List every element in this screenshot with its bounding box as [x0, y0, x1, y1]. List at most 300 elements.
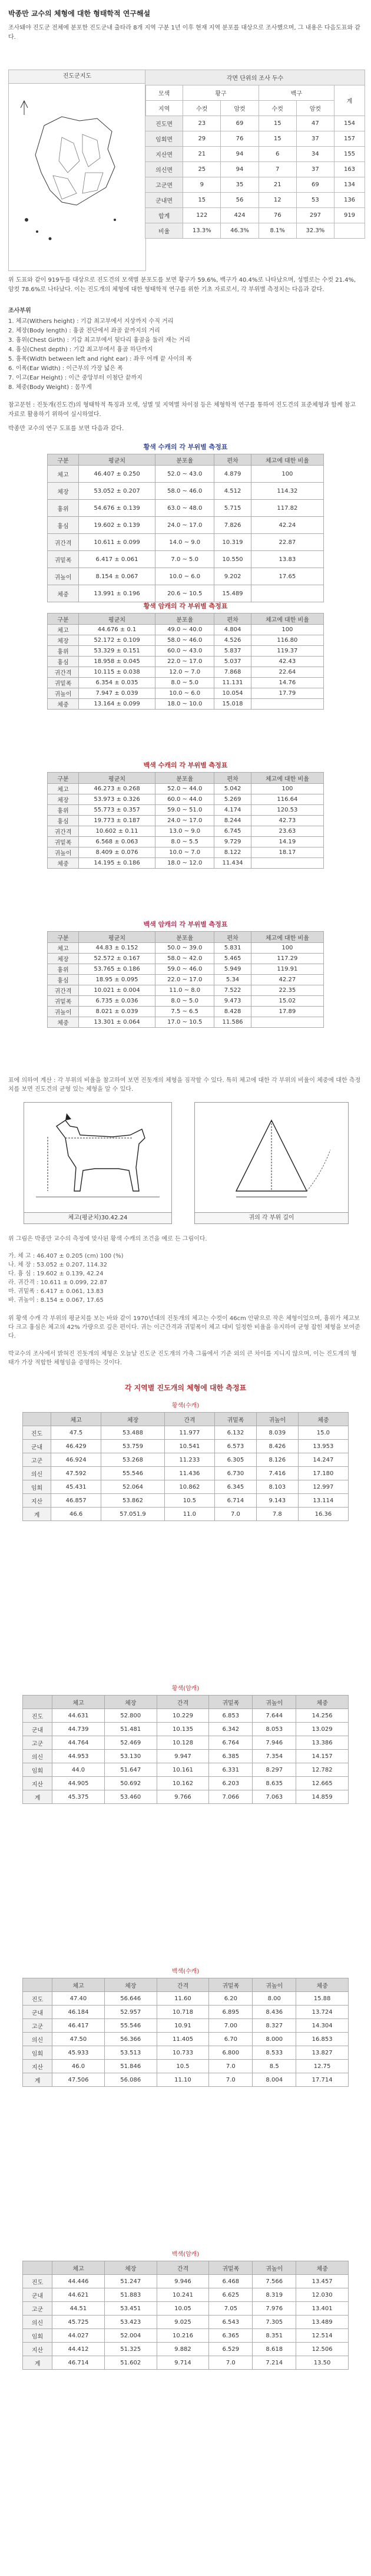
- region-measure-value-cell: 52.064: [101, 1480, 165, 1494]
- region-measure-value-cell: 44.51: [52, 2302, 105, 2316]
- measurement-value-cell: 17.0 ~ 10.5: [155, 1017, 214, 1028]
- region-value-cell: 157: [334, 131, 365, 147]
- region-measure-value-cell: 14.157: [296, 1750, 349, 1763]
- measurement-value-cell: 17.65: [251, 568, 323, 585]
- measurement-row: [48, 625, 324, 635]
- measurement-label-cell: 체고: [48, 784, 79, 794]
- region-measure-value-cell: 9.766: [157, 1790, 209, 1804]
- measurement-header-row: [48, 614, 324, 625]
- region-measure-value-cell: 8.618: [253, 2343, 296, 2356]
- region-measure-row: [23, 2288, 349, 2302]
- region-measure-value-cell: 6.714: [214, 1494, 256, 1508]
- region-table-caption: 각면 단위의 조사 두수: [145, 70, 365, 85]
- measurement-value-cell: 15.489: [214, 585, 251, 602]
- region-row: [145, 177, 365, 193]
- region-subheader-row: [145, 101, 365, 116]
- measurement-label-cell: 귀밑폭: [48, 996, 79, 1007]
- region-measure-value-cell: 47.40: [52, 1992, 105, 2006]
- page-title: 박종만 교수의 체형에 대한 형태학적 연구해설: [8, 9, 151, 18]
- region-measure-value-cell: 8.327: [253, 2019, 296, 2033]
- measurement-value-cell: 5.042: [214, 784, 251, 794]
- measurement-header-cell: 평균치: [79, 773, 155, 784]
- measurement-value-cell: 59.0 ~ 51.0: [155, 805, 214, 816]
- region-measure-value-cell: 44.0: [52, 1763, 105, 1777]
- region-measure-value-cell: 44.905: [52, 1777, 105, 1790]
- measurement-label-cell: 흉위: [48, 646, 79, 657]
- region-row: [145, 223, 365, 239]
- region-value-cell: 53: [296, 193, 334, 208]
- region-measure-value-cell: 12.75: [296, 2060, 349, 2073]
- region-measure-value-cell: 15.88: [296, 1992, 349, 2006]
- measurement-value-cell: 17.79: [251, 688, 323, 699]
- measurement-header-cell: 체고에 대한 비율: [251, 773, 323, 784]
- region-name-cell: 비율: [145, 223, 183, 239]
- region-measure-header-cell: [23, 1696, 52, 1709]
- measurement-row: [48, 985, 324, 996]
- region-measure-value-cell: 44.764: [52, 1736, 105, 1750]
- measurement-row: [48, 816, 324, 826]
- region-measure-label-cell: 군내: [23, 1440, 51, 1453]
- region-measure-value-cell: 51.846: [104, 2060, 157, 2073]
- measurement-value-cell: 22.87: [251, 534, 323, 551]
- region-measure-value-cell: 6.331: [209, 1763, 253, 1777]
- region-measure-value-cell: 7.0: [214, 1508, 256, 1521]
- region-measure-header-cell: [23, 1978, 52, 1992]
- region-measure-label-cell: 진도: [23, 2275, 52, 2288]
- region-measure-header-cell: 체중: [298, 1413, 348, 1426]
- region-measure-value-cell: 47.50: [52, 2033, 105, 2046]
- region-measure-header-row: [23, 2261, 349, 2275]
- region-measure-value-cell: 52.004: [104, 2329, 157, 2343]
- region-measure-header-cell: 귀밑폭: [209, 2261, 253, 2275]
- measurement-label-cell: 귀밑폭: [48, 551, 79, 568]
- measurement-value-cell: 11.131: [214, 678, 251, 688]
- measure-list: [8, 317, 362, 392]
- region-measure-row: [23, 2329, 349, 2343]
- region-measure-header-cell: 간격: [157, 2261, 209, 2275]
- measurement-value-cell: 18.95 ± 0.095: [79, 975, 155, 985]
- region-measure-header-cell: 귀밑폭: [209, 1696, 253, 1709]
- measurement-label-cell: 귀높이: [48, 847, 79, 858]
- region-measure-value-cell: 52.957: [104, 2006, 157, 2019]
- measurement-value-cell: 4.804: [214, 625, 251, 635]
- measurement-row: [48, 699, 324, 710]
- measurement-label-cell: 흉위: [48, 500, 79, 517]
- measurement-header-cell: 구분: [48, 773, 79, 784]
- region-measure-value-cell: 11.436: [164, 1467, 214, 1480]
- region-measure-table: [22, 1412, 349, 1521]
- measurement-header-cell: 분포율: [155, 614, 214, 625]
- measurement-value-cell: 7.0 ~ 5.0: [155, 551, 214, 568]
- region-measure-value-cell: 51.647: [104, 1763, 157, 1777]
- measurement-value-cell: 7.947 ± 0.039: [79, 688, 155, 699]
- region-measure-value-cell: 47.592: [51, 1467, 101, 1480]
- measurement-value-cell: 13.164 ± 0.099: [79, 699, 155, 710]
- region-measure-label-cell: 진도: [23, 1426, 51, 1440]
- region-value-cell: 76: [259, 208, 296, 223]
- measurement-label-cell: 귀밑폭: [48, 837, 79, 847]
- region-measure-row: [23, 2302, 349, 2316]
- region-subheader-cell: 암컷: [221, 101, 259, 116]
- measurement-value-cell: 114.32: [251, 483, 323, 500]
- intro-text: 조사돼야 진도군 전체에 분포한 진도군내 출타라 8개 지역 구분 1년 이후 현재 지역 분포를 대상으로 조사했으며, 그 내용은 다음도표와 같다.: [8, 25, 360, 41]
- jindo-map-drawing: [9, 84, 145, 269]
- measurement-header-cell: 편차: [214, 932, 251, 943]
- region-measure-value-cell: 45.431: [51, 1480, 101, 1494]
- measurement-value-cell: 24.0 ~ 17.0: [155, 517, 214, 534]
- region-measure-value-cell: 44.631: [52, 1709, 105, 1723]
- region-subheader-cell: 수컷: [259, 101, 296, 116]
- calc-line: 라. 귀간격 : 10.611 ± 0.099, 22.87: [8, 1279, 108, 1286]
- region-header-cell: 백구: [259, 85, 334, 101]
- region-measure-value-cell: 12.665: [296, 1777, 349, 1790]
- measurement-value-cell: 22.0 ~ 17.0: [155, 657, 214, 667]
- measurement-label-cell: 귀높이: [48, 568, 79, 585]
- region-measure-value-cell: 8.635: [253, 1777, 296, 1790]
- measurement-value-cell: 49.0 ~ 40.0: [155, 625, 214, 635]
- measurement-label-cell: 귀밑폭: [48, 678, 79, 688]
- region-measure-value-cell: 8.00: [253, 1992, 296, 2006]
- region-measure-header-row: [23, 1696, 349, 1709]
- region-measure-value-cell: 10.05: [157, 2302, 209, 2316]
- region-measure-value-cell: 46.714: [52, 2356, 105, 2370]
- measurement-value-cell: 116.64: [251, 794, 323, 805]
- region-value-cell: 94: [221, 162, 259, 177]
- calc-note-1: 표에 의하여 계산 : 각 부위의 비율을 참고하여 보면 진돗개의 체형을 짐작할 수 있다. 특히 체고에 대한 각 부위의 비율이 체중에 대한 측정치를 보면 진도견의 균형 있는 체형을 알 수 있다.: [8, 1077, 361, 1093]
- measurement-value-cell: 53.765 ± 0.186: [79, 964, 155, 975]
- region-measure-row: [23, 1736, 349, 1750]
- region-measure-value-cell: 10.229: [157, 1709, 209, 1723]
- region-value-cell: 21: [259, 177, 296, 193]
- measurement-row: [48, 678, 324, 688]
- paragraph-lead: 박종만 교수의 연구 도표를 보면 다음과 같다.: [8, 426, 124, 432]
- measurement-value-cell: 17.89: [251, 1007, 323, 1017]
- region-value-cell: 297: [296, 208, 334, 223]
- measurement-value-cell: 42.27: [251, 975, 323, 985]
- region-measure-value-cell: 11.233: [164, 1453, 214, 1467]
- region-measure-value-cell: 51.247: [104, 2275, 157, 2288]
- measurement-label-cell: 체고: [48, 625, 79, 635]
- region-measure-value-cell: 13.029: [296, 1723, 349, 1736]
- region-section-caption: 백색(수캐): [171, 1968, 200, 1975]
- region-measure-label-cell: 고군: [23, 2302, 52, 2316]
- measurement-label-cell: 귀높이: [48, 1007, 79, 1017]
- region-measure-value-cell: 6.468: [209, 2275, 253, 2288]
- region-measure-row: [23, 2060, 349, 2073]
- region-measure-value-cell: 6.895: [209, 2006, 253, 2019]
- region-measure-value-cell: 14.859: [296, 1790, 349, 1804]
- region-measure-value-cell: 10.216: [157, 2329, 209, 2343]
- region-measure-value-cell: 10.162: [157, 1777, 209, 1790]
- region-measure-value-cell: 56.646: [104, 1992, 157, 2006]
- region-row: [145, 147, 365, 162]
- measurement-row: [48, 635, 324, 646]
- region-measure-value-cell: 9.143: [256, 1494, 298, 1508]
- measurement-value-cell: 18.0 ~ 10.0: [155, 699, 214, 710]
- region-value-cell: 136: [334, 193, 365, 208]
- region-name-cell: 의신면: [145, 162, 183, 177]
- region-measure-header-cell: 체중: [296, 1978, 349, 1992]
- region-measure-label-cell: 지산: [23, 2343, 52, 2356]
- region-measure-value-cell: 51.602: [104, 2356, 157, 2370]
- measurement-value-cell: 10.0 ~ 6.0: [155, 568, 214, 585]
- measurement-value-cell: 14.19: [251, 837, 323, 847]
- measurement-value-cell: 52.172 ± 0.109: [79, 635, 155, 646]
- calc-lines: [8, 1252, 362, 1305]
- measurement-value-cell: 10.0 ~ 7.0: [155, 847, 214, 858]
- region-measure-value-cell: 8.5: [253, 2060, 296, 2073]
- measurement-value-cell: 6.354 ± 0.035: [79, 678, 155, 688]
- region-measure-header-cell: 체고: [52, 1978, 105, 1992]
- region-value-cell: 919: [334, 208, 365, 223]
- measurement-value-cell: 10.602 ± 0.11: [79, 826, 155, 837]
- region-header-cell: 계: [334, 85, 365, 116]
- region-measure-value-cell: 46.417: [52, 2019, 105, 2033]
- region-measure-value-cell: 6.70: [209, 2033, 253, 2046]
- region-value-cell: 122: [183, 208, 221, 223]
- region-subheader-cell: 암컷: [296, 101, 334, 116]
- region-measure-row: [23, 1709, 349, 1723]
- region-value-cell: 12: [259, 193, 296, 208]
- paragraph-reference: 참고문헌 : 진돗개(진도견)의 형태학적 특징과 모색, 성별 및 지역별 차이점 등은 체형학적 연구를 통하여 진도견의 표준체형과 함께 참고 자료로 활용하기 위하여 실시하였다.: [8, 402, 356, 418]
- measurement-label-cell: 체장: [48, 794, 79, 805]
- measurement-row: [48, 534, 324, 551]
- measurement-value-cell: 11.434: [214, 858, 251, 869]
- region-measure-value-cell: 9.714: [157, 2356, 209, 2370]
- measurement-value-cell: 116.80: [251, 635, 323, 646]
- region-measure-row: [23, 1453, 349, 1467]
- measurement-value-cell: 53.973 ± 0.326: [79, 794, 155, 805]
- region-value-cell: 15: [183, 193, 221, 208]
- region-measure-value-cell: 8.053: [253, 1723, 296, 1736]
- measurement-value-cell: 5.34: [214, 975, 251, 985]
- measurement-value-cell: 6.417 ± 0.061: [79, 551, 155, 568]
- region-measure-title: 각 지역별 진도개의 체형에 대한 측정표: [124, 1384, 247, 1392]
- region-measure-label-cell: 고군: [23, 1453, 51, 1467]
- region-measure-header-cell: 간격: [164, 1413, 214, 1426]
- region-measure-value-cell: 6.132: [214, 1426, 256, 1440]
- region-measure-value-cell: 14.247: [298, 1453, 348, 1467]
- region-measure-value-cell: 8.297: [253, 1763, 296, 1777]
- region-measure-value-cell: 46.924: [51, 1453, 101, 1467]
- region-measure-value-cell: 12.782: [296, 1763, 349, 1777]
- measurement-label-cell: 체장: [48, 483, 79, 500]
- calc-note-3: 위 황색 수캐 각 부위의 평균치를 보는 바와 같이 1970년대의 진돗개의 체고는 수컷이 46cm 안팎으로 작은 체형이었으며, 흉위가 체고보다 크고 흉심은 체고의 42% 가량으로 깊은 편이다. 귀는 이근간격과 귀밑폭이 체고 대비 일정한 비율을 유지하여 균형 잡힌 체형을 보여준다.: [8, 1315, 360, 1340]
- measurement-value-cell: 53.052 ± 0.207: [79, 483, 155, 500]
- measurement-value-cell: 52.0 ~ 44.0: [155, 784, 214, 794]
- measurement-value-cell: 117.29: [251, 954, 323, 964]
- measurement-value-cell: 5.715: [214, 500, 251, 517]
- measurement-row: [48, 837, 324, 847]
- region-measure-value-cell: 6.730: [214, 1467, 256, 1480]
- measurement-row: [48, 784, 324, 794]
- region-measure-value-cell: 6.365: [209, 2329, 253, 2343]
- region-measure-value-cell: 13.457: [296, 2275, 349, 2288]
- region-measure-row: [23, 1494, 349, 1508]
- measurement-value-cell: 12.0 ~ 7.0: [155, 667, 214, 678]
- region-name-cell: 임회면: [145, 131, 183, 147]
- measurement-value-cell: 6.735 ± 0.036: [79, 996, 155, 1007]
- region-measure-value-cell: 7.00: [209, 2019, 253, 2033]
- region-measure-header-row: [23, 1978, 349, 1992]
- measurement-value-cell: 44.676 ± 0.1: [79, 625, 155, 635]
- region-measure-label-cell: 고군: [23, 1736, 52, 1750]
- region-measure-value-cell: 7.305: [253, 2316, 296, 2329]
- region-measure-header-cell: 간격: [157, 1978, 209, 1992]
- measurement-value-cell: 42.24: [251, 517, 323, 534]
- measurement-header-cell: 체고에 대한 비율: [251, 454, 323, 466]
- measurement-header-cell: 평균치: [79, 932, 155, 943]
- region-value-cell: 94: [221, 147, 259, 162]
- measurement-value-cell: 6.745: [214, 826, 251, 837]
- region-row: [145, 131, 365, 147]
- region-row: [145, 193, 365, 208]
- region-measure-value-cell: 7.976: [253, 2302, 296, 2316]
- region-measure-row: [23, 1440, 349, 1453]
- region-measure-value-cell: 52.469: [104, 1736, 157, 1750]
- region-measure-value-cell: 17.714: [296, 2073, 349, 2087]
- region-measure-label-cell: 진도: [23, 1709, 52, 1723]
- region-measure-value-cell: 9.946: [157, 2275, 209, 2288]
- region-name-cell: 고군면: [145, 177, 183, 193]
- region-measure-header-cell: 간격: [157, 1696, 209, 1709]
- region-value-cell: 15: [259, 116, 296, 131]
- region-value-cell: 6: [259, 147, 296, 162]
- region-measure-value-cell: 47.506: [52, 2073, 105, 2087]
- region-measure-value-cell: 45.375: [52, 1790, 105, 1804]
- region-measure-value-cell: 6.573: [214, 1440, 256, 1453]
- measurement-value-cell: 42.73: [251, 816, 323, 826]
- region-measure-value-cell: 56.086: [104, 2073, 157, 2087]
- measurement-value-cell: 18.958 ± 0.045: [79, 657, 155, 667]
- measurement-header-cell: 편차: [214, 614, 251, 625]
- calc-line: 바. 귀높이 : 8.154 ± 0.067, 17.65: [8, 1297, 104, 1304]
- region-measure-label-cell: 임회: [23, 1480, 51, 1494]
- region-measure-header-cell: 귀밑폭: [209, 1978, 253, 1992]
- region-measure-value-cell: 11.0: [164, 1508, 214, 1521]
- region-measure-header-cell: 귀높이: [253, 1978, 296, 1992]
- region-value-cell: 7: [259, 162, 296, 177]
- region-measure-label-cell: 군내: [23, 2006, 52, 2019]
- measurement-row: [48, 954, 324, 964]
- measurement-value-cell: 100: [251, 943, 323, 954]
- measurement-row: [48, 858, 324, 869]
- region-value-cell: 25: [183, 162, 221, 177]
- region-measure-value-cell: 6.529: [209, 2343, 253, 2356]
- measurement-value-cell: 5.037: [214, 657, 251, 667]
- region-measure-row: [23, 2033, 349, 2046]
- region-value-cell: 163: [334, 162, 365, 177]
- region-measure-value-cell: 10.161: [157, 1763, 209, 1777]
- calc-note-2: 위 그림은 박종만 교수의 측정에 맞사된 황색 수캐의 조건을 예로 든 그림이다.: [8, 1236, 207, 1242]
- region-measure-value-cell: 8.426: [256, 1440, 298, 1453]
- measurement-row: [48, 500, 324, 517]
- measurement-value-cell: [251, 858, 323, 869]
- measurement-value-cell: 55.773 ± 0.357: [79, 805, 155, 816]
- measurement-row: [48, 805, 324, 816]
- ear-drawing: [195, 1103, 348, 1212]
- measure-item: 4. 흉심(Chest depth) : 기갑 최고부에서 흉골 하단까지: [8, 347, 153, 353]
- region-measure-value-cell: 7.8: [256, 1508, 298, 1521]
- region-measure-value-cell: 9.947: [157, 1750, 209, 1763]
- measure-item: 3. 흉위(Chest Girth) : 기갑 최고부에서 뒷다리 흉골을 둘러 재는 거리: [8, 337, 190, 344]
- measurement-header-row: [48, 932, 324, 943]
- region-measure-value-cell: 45.725: [52, 2316, 105, 2329]
- region-measure-value-cell: 8.126: [256, 1453, 298, 1467]
- calc-line: 가. 체 고 : 46.407 ± 0.205 (cm) 100 (%): [8, 1253, 124, 1259]
- measurement-value-cell: 14.76: [251, 678, 323, 688]
- measurement-value-cell: 8.0 ~ 5.0: [155, 678, 214, 688]
- measurement-label-cell: 귀간격: [48, 826, 79, 837]
- region-measure-value-cell: 13.386: [296, 1736, 349, 1750]
- region-value-cell: 37: [296, 162, 334, 177]
- region-measure-label-cell: 지산: [23, 1494, 51, 1508]
- region-row: [145, 208, 365, 223]
- region-row: [145, 116, 365, 131]
- region-measure-row: [23, 2046, 349, 2060]
- measurement-table: [47, 613, 324, 710]
- region-measure-value-cell: 12.997: [298, 1480, 348, 1494]
- measurement-value-cell: 7.522: [214, 985, 251, 996]
- region-measure-row: [23, 1508, 349, 1521]
- region-measure-value-cell: 45.933: [52, 2046, 105, 2060]
- paragraph-distribution: 위 도표와 같이 919두를 대상으로 진도견의 모색별 분포도를 보면 황구가 59.6%, 백구가 40.4%로 나타났으며, 성별로는 수컷 21.4%, 암컷 78.6%로 나타났다. 이는 진도개의 체형에 대한 형태학적 연구를 위한 기초 자료로서, 각 부위별 측정치는 다음과 같다.: [8, 277, 356, 293]
- measurement-value-cell: 8.0 ~ 5.0: [155, 996, 214, 1007]
- region-value-cell: 69: [221, 116, 259, 131]
- region-measure-header-cell: 체고: [52, 2261, 105, 2275]
- region-measure-value-cell: 7.0: [209, 2060, 253, 2073]
- region-measure-value-cell: 6.385: [209, 1750, 253, 1763]
- region-measure-row: [23, 2073, 349, 2087]
- region-measure-header-cell: [23, 1413, 51, 1426]
- measurement-value-cell: 100: [251, 625, 323, 635]
- region-name-cell: 합계: [145, 208, 183, 223]
- region-measure-value-cell: 46.184: [52, 2006, 105, 2019]
- region-measure-header-cell: 귀높이: [256, 1413, 298, 1426]
- measurement-label-cell: 흉심: [48, 657, 79, 667]
- measurement-value-cell: 15.018: [214, 699, 251, 710]
- region-measure-value-cell: 46.0: [52, 2060, 105, 2073]
- ear-figure-caption: 귀의 각 부위 길이: [195, 1212, 348, 1223]
- region-measure-row: [23, 2356, 349, 2370]
- region-measure-label-cell: 지산: [23, 2060, 52, 2073]
- region-measure-value-cell: 44.027: [52, 2329, 105, 2343]
- region-measure-header-cell: 체장: [104, 2261, 157, 2275]
- region-measure-row: [23, 1467, 349, 1480]
- measurement-value-cell: 58.0 ~ 46.0: [155, 635, 214, 646]
- region-measure-value-cell: 53.862: [101, 1494, 165, 1508]
- measurement-value-cell: 5.837: [214, 646, 251, 657]
- region-section-caption: 황색(암캐): [171, 1686, 200, 1692]
- region-measure-value-cell: 10.5: [164, 1494, 214, 1508]
- region-measure-value-cell: 14.304: [296, 2019, 349, 2033]
- region-measure-value-cell: 6.543: [209, 2316, 253, 2329]
- region-measure-value-cell: 44.446: [52, 2275, 105, 2288]
- region-measure-row: [23, 2019, 349, 2033]
- measurement-value-cell: 120.53: [251, 805, 323, 816]
- measurement-value-cell: 14.195 ± 0.186: [79, 858, 155, 869]
- measurement-value-cell: 8.244: [214, 816, 251, 826]
- measurement-row: [48, 466, 324, 483]
- measurement-header-cell: 구분: [48, 454, 79, 466]
- measurement-row: [48, 517, 324, 534]
- region-measure-value-cell: 6.203: [209, 1777, 253, 1790]
- region-measure-header-cell: 체중: [296, 1696, 349, 1709]
- measurement-value-cell: 8.021 ± 0.039: [79, 1007, 155, 1017]
- region-measure-row: [23, 1426, 349, 1440]
- measurement-value-cell: [251, 585, 323, 602]
- measurement-label-cell: 체중: [48, 858, 79, 869]
